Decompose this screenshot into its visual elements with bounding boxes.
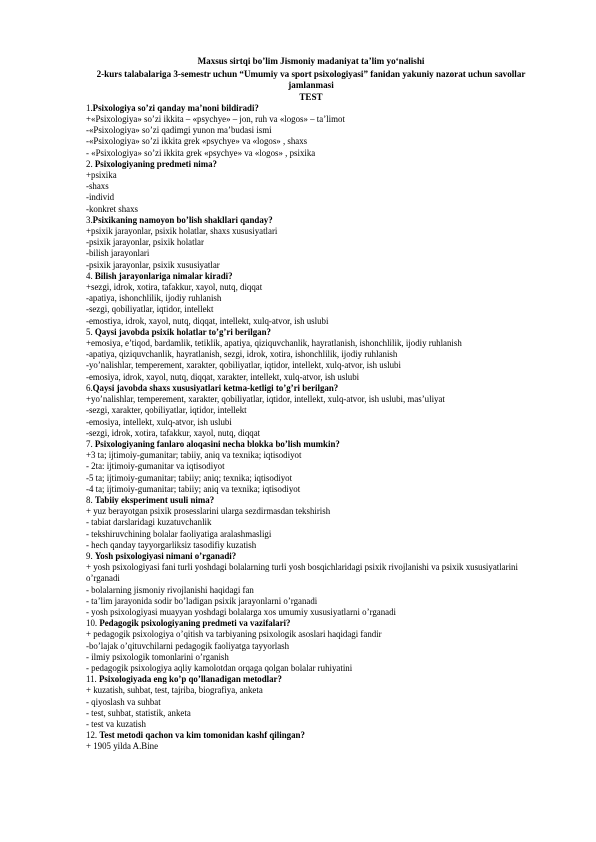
question: [86, 730, 536, 741]
answer-option: +3 ta; ijtimoiy-gumanitar; tabiiy, aniq va texnika; iqtisodiyot: [86, 450, 302, 461]
answer-option: -«Psixologiya» so’zi ikkita grek «psychye» va «logos» , shaxs: [86, 136, 308, 147]
answer-option: -psixik jarayonlar, psixik holatlar: [86, 237, 204, 248]
question-list: [86, 103, 536, 753]
answer-option: +«Psixologiya» so’zi ikkita – «psychye» – jon, ruh va «logos» – ta’limot: [86, 114, 345, 125]
answer-option: +yo’nalishlar, temperement, xarakter, qobiliyatlar, iqtidor, intellekt, xulq-atvor, ish uslubi, mas’uliyat: [86, 394, 445, 405]
answer-option: - tekshiruvchining bolalar faoliyatiga aralashmasligi: [86, 528, 272, 539]
answer-option: -bo’lajak o’qituvchilarni pedagogik faoliyatga tayyorlash: [86, 640, 290, 651]
answer-option: -konkret shaxs: [86, 203, 139, 214]
question-number: 11.: [86, 674, 99, 685]
answer-option: - bolalarning jismoniy rivojlanishi haqidagi fan: [86, 584, 254, 595]
question-text: Qaysi javobda shaxs xususiyatlari ketma-ketligi to’g’ri berilgan?: [92, 382, 339, 393]
answer-option: - test va kuzatish: [86, 718, 146, 729]
question: [86, 159, 536, 170]
answer-option: - pedagogik psixologiya aqliy kamolotdan orqaga qolgan bolalar ruhiyatini: [86, 662, 353, 673]
question: [86, 495, 536, 506]
answer-option: +psixik jarayonlar, psixik holatlar, shaxs xususiyatlari: [86, 226, 278, 237]
question-text: Psixologiya so’zi qanday ma’noni bildiradi?: [92, 102, 259, 113]
answer-option: -sezgi, qobiliyatlar, iqtidor, intellekt: [86, 304, 214, 315]
question-text: Psixologiyada eng ko’p qo’llanadigan metodlar?: [98, 674, 282, 685]
answer-option: + yuz berayotgan psixik prosesslarini ularga sezdirmasdan tekshirish: [86, 506, 331, 517]
test-heading: TEST: [299, 91, 323, 102]
answer-option: + pedagogik psixologiya o’qitish va tarbiyaning psixologik asoslari haqidagi fandir: [86, 629, 382, 640]
answer-option: + 1905 yilda A.Bine: [86, 741, 159, 752]
answer-option: +emosiya, e’tiqod, bardamlik, tetiklik, apatiya, qiziquvchanlik, hayratlanish, ishonchlilik, ijodiy ruhlanish: [86, 338, 462, 349]
question-text: Yosh psixologiyasi nimani o’rganadi?: [94, 550, 237, 561]
question: [86, 439, 536, 450]
answer-option: -sezgi, idrok, xotira, tafakkur, xayol, nutq, diqqat: [86, 427, 261, 438]
answer-option: -apatiya, qiziquvchanlik, hayratlanish, sezgi, idrok, xotira, ishonchlilik, ijodiy ruhlanish: [86, 349, 398, 360]
answer-option: -5 ta; ijtimoiy-gumanitar; tabiiy; aniq; texnika; iqtisodiyot: [86, 472, 293, 483]
answer-option: -individ: [86, 192, 115, 203]
question-number: 7.: [86, 438, 95, 449]
answer-option: + yosh psixologiyasi fani turli yoshdagi bolalarning turli yosh bosqichlaridagi psixik rivojlanishi va psixik xususiyatlarini o’rganadi: [86, 562, 518, 584]
answer-option: - test, suhbat, statistik, anketa: [86, 707, 191, 718]
question-number: 5.: [86, 326, 95, 337]
question-text: Tabiiy eksperiment usuli nima?: [94, 494, 215, 505]
answer-option: -bilish jarayonlari: [86, 248, 150, 259]
answer-option: - ilmiy psixologik tomonlarini o’rganish: [86, 651, 229, 662]
answer-option: +psixika: [86, 170, 117, 181]
answer-option: - «Psixologiya» so’zi ikkita grek «psychye» va «logos» , psixika: [86, 147, 316, 158]
question-text: Qaysi javobda psixik holatlar to’g’ri berilgan?: [94, 326, 271, 337]
answer-option: - 2ta: ijtimoiy-gumanitar va iqtisodiyot: [86, 461, 225, 472]
answer-option: - yosh psixologiyasi muayyan yoshdagi bolalarga xos umumiy xususiyatlarni o’rganadi: [86, 606, 397, 617]
question-text: Bilish jarayonlariga nimalar kiradi?: [94, 270, 233, 281]
question-number: 2.: [86, 158, 95, 169]
answer-option: -emosiya, idrok, xayol, nutq, diqqat, xarakter, intellekt, xulq-atvor, ish uslubi: [86, 371, 360, 382]
question: [86, 271, 536, 282]
answer-option: + kuzatish, suhbat, test, tajriba, biografiya, anketa: [86, 685, 263, 696]
answer-option: - qiyoslash va suhbat: [86, 696, 161, 707]
question-text: Psixologiyaning fanlaro aloqasini necha blokka bo’lish mumkin?: [94, 438, 340, 449]
question-number: 4.: [86, 270, 95, 281]
question: [86, 327, 536, 338]
question: [86, 551, 536, 562]
answer-option: -emostiya, idrok, xayol, nutq, diqqat, intellekt, xulq-atvor, ish uslubi: [86, 315, 329, 326]
answer-option: -apatiya, ishonchlilik, ijodiy ruhlanish: [86, 293, 222, 304]
question-text: Psixologiyaning predmeti nima?: [94, 158, 217, 169]
question-text: Pedagogik psixologiyaning predmeti va vazifalari?: [99, 618, 291, 629]
question-text: Psixikaning namoyon bo’lish shakllari qanday?: [92, 214, 273, 225]
answer-option: -psixik jarayonlar, psixik xususiyatlar: [86, 259, 220, 270]
question-number: 8.: [86, 494, 95, 505]
answer-option: -yo’nalishlar, temperement, xarakter, qobiliyatlar, iqtidor, intellekt, xulq-atvor, ish uslubi: [86, 360, 401, 371]
document-subtitle: 2-kurs talabalariga 3-semestr uchun “Umumiy va sport psixologiyasi” fanidan yakuniy nazorat uchun savollar jamlanmasi: [96, 69, 526, 91]
answer-option: -4 ta; ijtimoiy-gumanitar; tabiiy; aniq va texnika; iqtisodiyot: [86, 483, 301, 494]
question: [86, 383, 536, 394]
question-number: 10.: [86, 618, 100, 629]
question-number: 12.: [86, 730, 100, 741]
question-number: 1.: [86, 102, 93, 113]
document-title: Maxsus sirtqi bo’lim Jismoniy madaniyat ta’lim yo‘nalishi: [197, 56, 425, 66]
answer-option: - hech qanday tayyorgarliksiz tasodifiy kuzatish: [86, 539, 257, 550]
answer-option: -«Psixologiya» so’zi qadimgi yunon ma’budasi ismi: [86, 125, 272, 136]
question-number: 3.: [86, 214, 93, 225]
question: [86, 215, 536, 226]
answer-option: -shaxs: [86, 181, 109, 192]
question-number: 6.: [86, 382, 93, 393]
question: [86, 674, 536, 685]
answer-option: - tabiat darslaridagi kuzatuvchanlik: [86, 517, 212, 528]
answer-option: - ta’lim jarayonida sodir bo’ladigan psixik jarayonlarni o’rganadi: [86, 595, 318, 606]
answer-option: -sezgi, xarakter, qobiliyatlar, iqtidor, intellekt: [86, 405, 247, 416]
question-text: Test metodi qachon va kim tomonidan kashf qilingan?: [99, 730, 305, 741]
question: [86, 618, 536, 629]
question-number: 9.: [86, 550, 95, 561]
answer-option: -emosiya, intellekt, xulq-atvor, ish uslubi: [86, 416, 232, 427]
question: [86, 103, 536, 114]
answer-option: +sezgi, idrok, xotira, tafakkur, xayol, nutq, diqqat: [86, 282, 263, 293]
